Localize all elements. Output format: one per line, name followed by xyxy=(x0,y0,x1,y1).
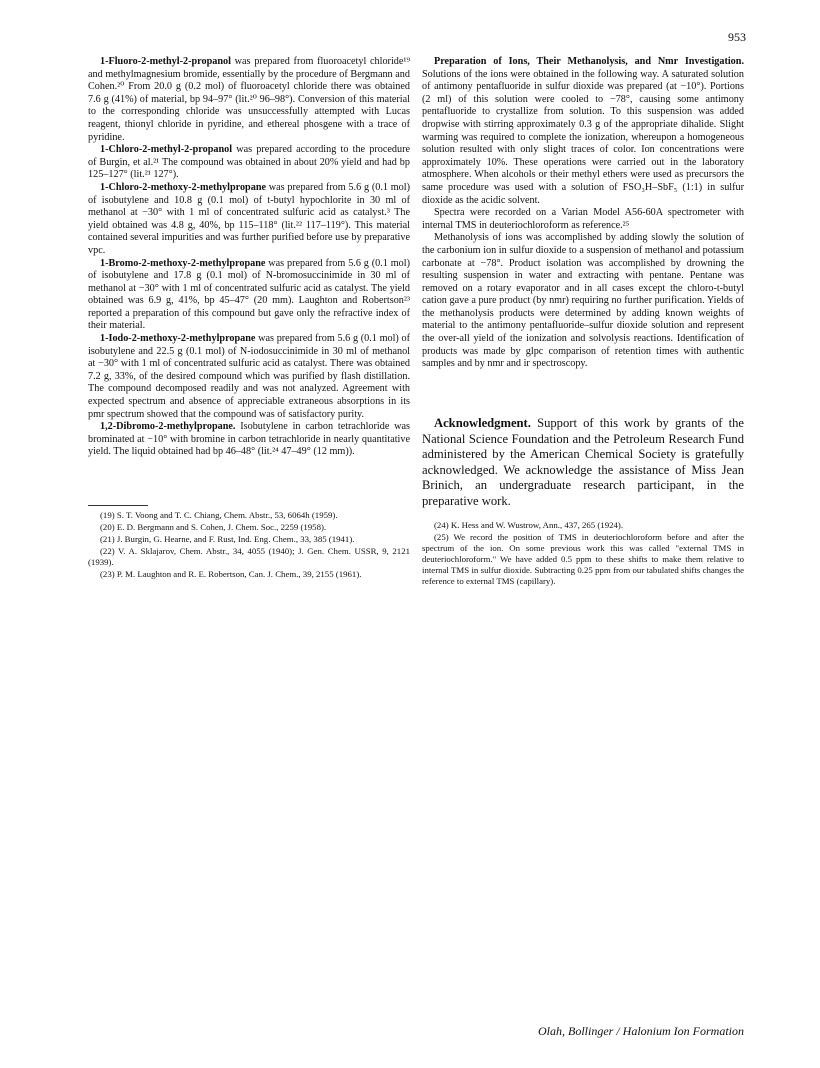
paragraph-text: was prepared according to the procedure of Burgin, et al.²¹ The compound was obtained in about 20% yield and had bp 125–127° (lit.²¹ 127°). xyxy=(88,144,410,181)
paragraph xyxy=(422,207,744,232)
acknowledgment xyxy=(422,416,744,510)
paragraph xyxy=(88,56,410,144)
paragraph xyxy=(422,56,744,207)
paragraph-title: 1-Fluoro-2-methyl-2-propanol xyxy=(100,56,231,67)
paragraph-text: Spectra were recorded on a Varian Model A56-60A spectrometer with internal TMS in deuteriochloroform as reference.²⁵ xyxy=(422,207,744,231)
paragraph xyxy=(88,258,410,334)
paragraph-text: was prepared from 5.6 g (0.1 mol) of isobutylene and 10.8 g (0.1 mol) of t-butyl hypochlorite in 30 ml of methanol at −30° with 1 ml of concentrated sulfuric acid as catalyst.³ The yield obtained was 4.8 g, 40%, bp 115–118° (lit.²² 117–119°). This material contained several impurities and was further purified before use by preparative vpc. xyxy=(88,181,410,256)
paragraph-text: Isobutylene in carbon tetrachloride was brominated at −10° with bromine in carbon tetrachloride in nearly quantitative yield. The liquid obtained had bp 46–48° (lit.²⁴ 47–49° (12 mm)). xyxy=(88,421,410,458)
footnotes-right xyxy=(422,520,744,588)
paragraph-title: Preparation of Ions, Their Methanolysis, and Nmr Investigation. xyxy=(434,56,744,67)
page-number: 953 xyxy=(728,30,746,44)
acknowledgment-text: Support of this work by grants of the National Science Foundation and the Petroleum Research Fund administered by the American Chemical Society is gratefully acknowledged. We acknowledge the assistance of Miss Jean Brinich, an undergraduate research participant, in the preparative work. xyxy=(422,416,744,508)
footnote: (23) P. M. Laughton and R. E. Robertson, Can. J. Chem., 39, 2155 (1961). xyxy=(100,569,362,579)
right-column xyxy=(422,56,744,371)
paragraph-title: 1-Iodo-2-methoxy-2-methylpropane xyxy=(100,333,256,345)
paragraph xyxy=(88,333,410,421)
acknowledgment-title: Acknowledgment. xyxy=(434,416,531,430)
paragraph xyxy=(88,144,410,182)
left-column xyxy=(88,56,410,459)
paragraph-title: 1-Bromo-2-methoxy-2-methylpropane xyxy=(100,257,266,269)
footnote: (22) V. A. Sklajarov, Chem. Abstr., 34, 4055 (1940); J. Gen. Chem. USSR, 9, 2121 (1939). xyxy=(88,546,410,567)
paragraph xyxy=(422,232,744,371)
paragraph-title: 1,2-Dibromo-2-methylpropane. xyxy=(100,421,236,433)
footnotes-left xyxy=(88,510,410,581)
footnote: (19) S. T. Voong and T. C. Chiang, Chem. Abstr., 53, 6064h (1959). xyxy=(100,510,338,520)
footnote: (20) E. D. Bergmann and S. Cohen, J. Chem. Soc., 2259 (1958). xyxy=(100,522,327,532)
running-footer: Olah, Bollinger / Halonium Ion Formation xyxy=(538,1024,744,1038)
footnote: (25) We record the position of TMS in deuteriochloroform before and after the spectrum of the ion. On some previous work this was called "external TMS in deuteriochloroform." We have added 0.5 ppm to these shifts to make them relative to internal TMS in sulfur dioxide. Subtracting 0.25 ppm from our tabulated shifts changes the reference to external TMS (capillary). xyxy=(422,532,744,586)
paragraph-title: 1-Chloro-2-methoxy-2-methylpropane xyxy=(100,181,267,193)
paragraph-text: was prepared from 5.6 g (0.1 mol) of isobutylene and 22.5 g (0.1 mol) of N-iodosuccinimide in 30 ml of methanol at −30° with 1 ml of concentrated sulfuric acid as catalyst. There was obtained 7.2 g, 33%, of the desired compound which was purified by flash distillation. The compound decomposed readily and was not analyzed. Agreement with expected spectrum and absence of appreciable extraneous absorptions in its pmr spectrum showed that the compound was of satisfactory purity. xyxy=(88,333,410,420)
paragraph-text: Solutions of the ions were obtained in the following way. A saturated solution of antimony pentafluoride in sulfur dioxide was prepared (at −10°). Portions (2 ml) of this solution were cooled to −78°, causing some antimony pentafluoride to crystallize from solution. To this suspension was added dropwise with stirring approximately 0.3 g of the appropriate dihalide. Slight warming was required to complete the ionization, whereupon a homogeneous solution resulted with only slight traces of color. Ion concentrations were approximately 10%. These operations were carried out in the laboratory atmosphere. When alcohols or their methyl ethers were used as precursors the same procedure was used with a solution of FSO₃H–SbF₅ (1:1) in sulfur dioxide as the acidic solvent. xyxy=(422,68,744,206)
paragraph-text: Methanolysis of ions was accomplished by adding slowly the solution of the carbonium ion in sulfur dioxide to a suspension of methanol and potassium carbonate at −78°. Product isolation was accomplished by drowning the resulting suspension in water and extracting with pentane. Pentane was removed on a rotary evaporator and in all cases except the chloro-t-butyl cation gave a pure product (by nmr) requiring no further purification. Yields of the methanolysis products were determined by adding known weights of material to the antimony pentafluoride–sulfur dioxide solution and represent the over-all yield of the ionization and solvolysis reactions. Identification of products was made by glpc comparison of retention times with authentic samples and by nmr and ir spectroscopy. xyxy=(422,232,744,370)
footnote-divider xyxy=(88,505,148,506)
paragraph-text: was prepared from fluoroacetyl chloride¹⁹ and methylmagnesium bromide, essentially by the procedure of Bergmann and Cohen.²⁰ From 20.0 g (0.2 mol) of fluoroacetyl chloride there was obtained 7.6 g (41%) of material, bp 94–97° (lit.²⁰ 96–98°). Conversion of this material to the corresponding chloride was unsuccessfully attempted with Lucas reagent, thionyl chloride in pyridine, and ethereal phosgene with a trace of pyridine. xyxy=(88,56,410,143)
footnote: (24) K. Hess and W. Wustrow, Ann., 437, 265 (1924). xyxy=(434,520,624,530)
paragraph xyxy=(88,182,410,258)
footnote: (21) J. Burgin, G. Hearne, and F. Rust, Ind. Eng. Chem., 33, 385 (1941). xyxy=(100,534,355,544)
paragraph-text: was prepared from 5.6 g (0.1 mol) of isobutylene and 17.8 g (0.1 mol) of N-bromosuccinimide in 30 ml of methanol at −30° with 1 ml of concentrated sulfuric acid as catalyst. The yield obtained was 6.9 g, 41%, bp 45–47° (20 mm). Laughton and Robertson²³ reported a preparation of this compound but gave only the refractive index of their material. xyxy=(88,257,410,332)
paragraph xyxy=(88,421,410,459)
paragraph-title: 1-Chloro-2-methyl-2-propanol xyxy=(100,144,233,156)
